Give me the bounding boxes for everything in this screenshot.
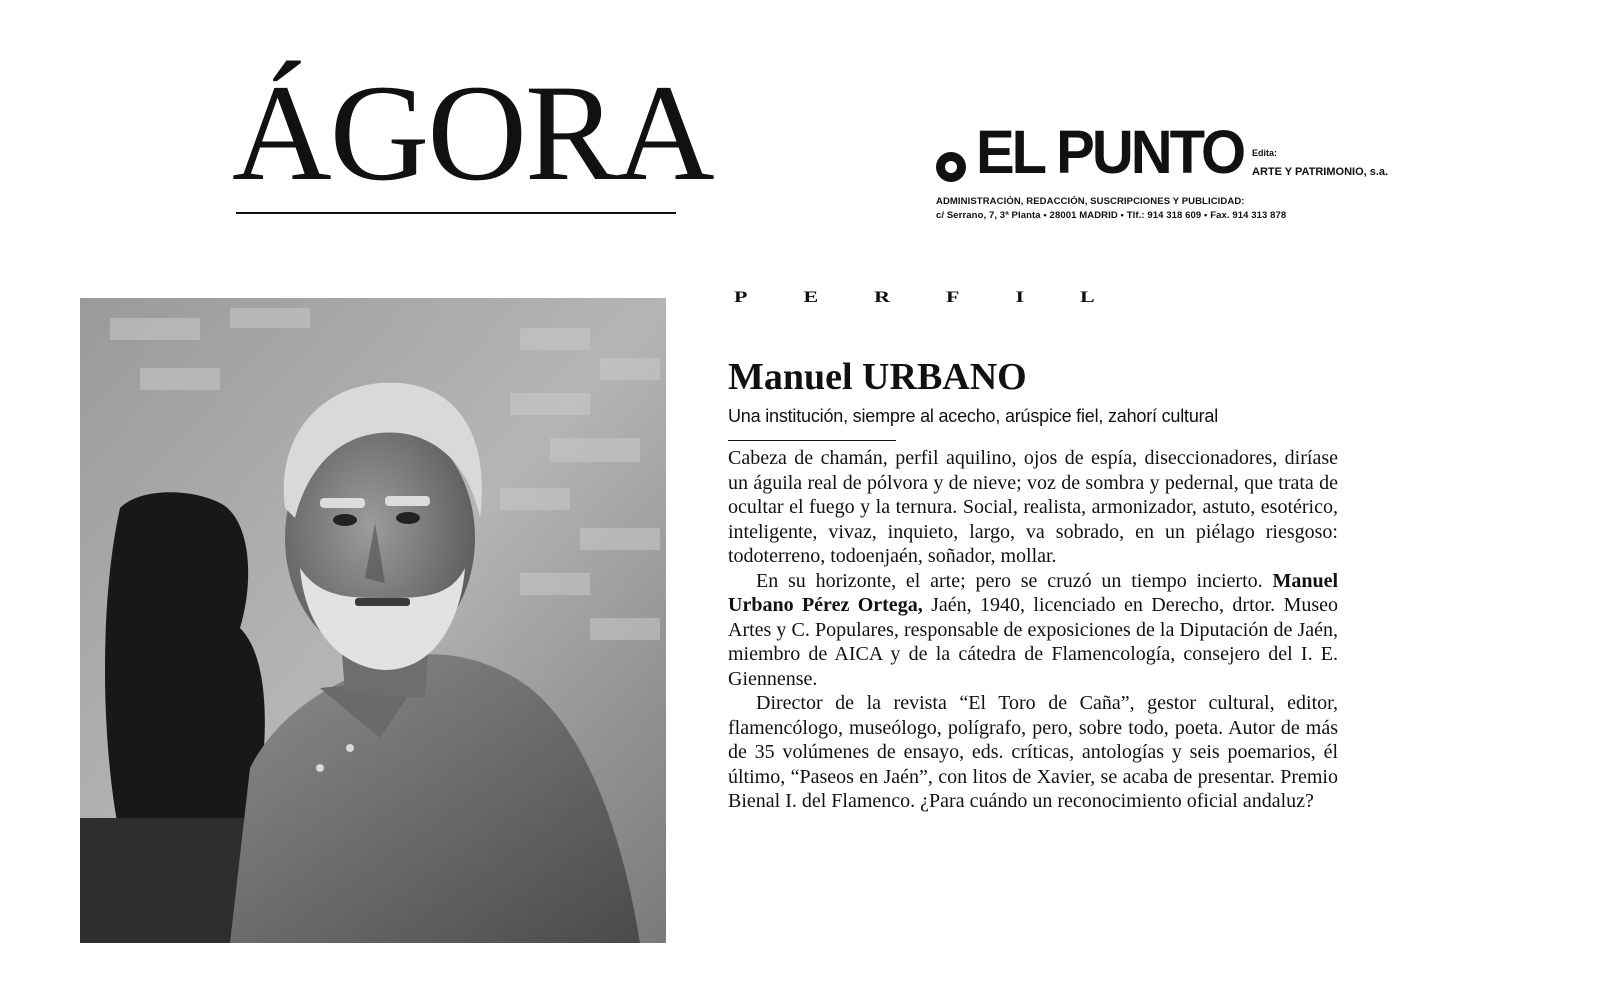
publisher-logo: EL PUNTO <box>976 118 1244 187</box>
paragraph-1: Cabeza de chamán, perfil aquilino, ojos de espía, diseccionadores, diríase un águila real de pólvora y de nieve; voz de sombra y pedernal, que trata de ocultar el fuego y la ternura. Social, realista, armonizador, astuto, esotérico, inteligente, vivaz, inquieto, largo, va sobrado, en un piélago riesgoso: todoterreno, todoenjaén, soñador, mollar. <box>728 447 1338 567</box>
paragraph-2-rest: Jaén, 1940, licenciado en Derecho, drtor. Museo Artes y C. Populares, responsable de exposiciones de la Diputación de Jaén, miembro de AICA y de la cátedra de Flamencología, consejero del I. E. Giennense. <box>728 594 1339 690</box>
article-subtitle: Una institución, siempre al acecho, arúspice fiel, zahorí cultural <box>728 406 1219 426</box>
paragraph-2 <box>728 569 1338 692</box>
paragraph-2-name: Manuel Urbano Pérez Ortega, <box>728 569 1339 616</box>
paragraph-3: Director de la revista “El Toro de Caña”, gestor cultural, editor, flamencólogo, museólogo, polígrafo, pero, sobre todo, poeta. Autor de más de 35 volúmenes de ensayo, eds. críticas, antologías y seis poemarios, él último, “Paseos en Jaén”, con litos de Xavier, se acaba de presentar. Premio Bienal I. del Flamenco. ¿Para cuándo un reconocimiento oficial andaluz? <box>728 692 1338 812</box>
portrait-photo <box>80 298 666 943</box>
publisher-masthead <box>936 118 1496 228</box>
paragraph-2-lead: En su horizonte, el arte; pero se cruzó un tiempo incierto. <box>756 569 1263 592</box>
title-underline <box>236 212 676 214</box>
address-line: c/ Serrano, 7, 3ª Planta • 28001 MADRID • Tlf.: 914 318 609 • Fax. 914 313 878 <box>936 210 1287 221</box>
magazine-title: ÁGORA <box>232 56 713 209</box>
subtitle-rule <box>728 440 896 441</box>
logo-dot-icon <box>936 152 966 182</box>
portrait-illustration <box>80 298 666 943</box>
edita-company: ARTE Y PATRIMONIO, s.a. <box>1252 166 1389 178</box>
section-label: PERFIL <box>734 287 1151 306</box>
article-heading: Manuel URBANO <box>728 356 1027 398</box>
edita-label: Edita: <box>1252 148 1278 158</box>
admin-line: ADMINISTRACIÓN, REDACCIÓN, SUSCRIPCIONES Y PUBLICIDAD: <box>936 196 1245 207</box>
article-body <box>728 446 1338 814</box>
